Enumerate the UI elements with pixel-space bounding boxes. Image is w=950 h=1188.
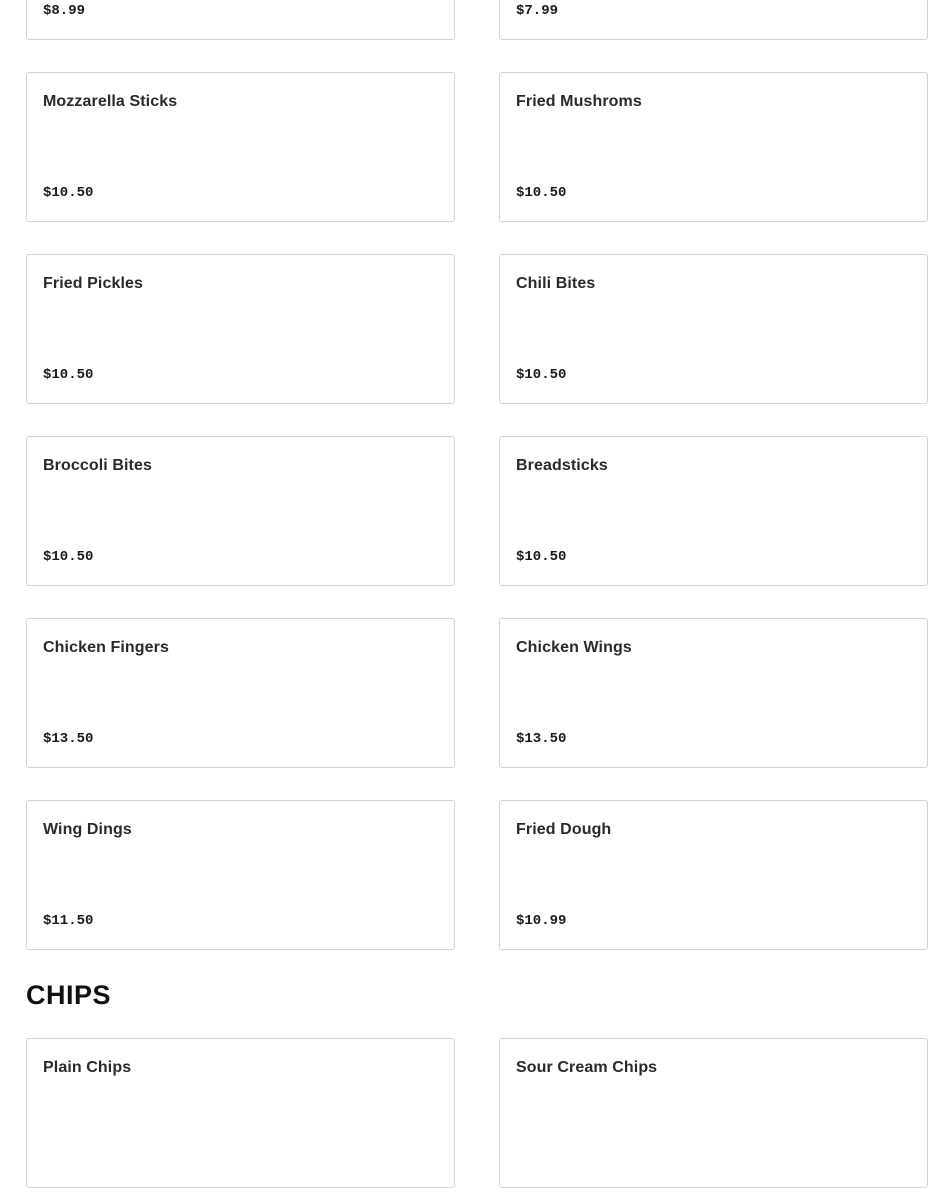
menu-item-price: $8.99 — [43, 3, 86, 19]
menu-item-card[interactable] — [26, 618, 455, 768]
menu-item-card[interactable] — [499, 0, 928, 40]
menu-item-card[interactable] — [26, 1038, 455, 1188]
menu-item-price: $10.99 — [516, 913, 567, 929]
menu-item-card[interactable] — [26, 436, 455, 586]
menu-item-name: Fried Pickles — [43, 275, 144, 292]
menu-item-card[interactable] — [499, 1038, 928, 1188]
menu-item-name: Mozzarella Sticks — [43, 93, 178, 110]
section-title-chips: CHIPS — [26, 980, 112, 1010]
menu-item-name: Wing Dings — [43, 821, 132, 838]
menu-item-card[interactable] — [499, 254, 928, 404]
menu-item-price: $7.99 — [516, 3, 559, 19]
menu-item-price: $10.50 — [43, 185, 94, 201]
menu-item-card[interactable] — [26, 0, 455, 40]
menu-item-card[interactable] — [499, 800, 928, 950]
menu-item-name: Fried Dough — [516, 821, 612, 838]
menu-item-name: Plain Chips — [43, 1059, 132, 1076]
menu-item-name: Sour Cream Chips — [516, 1059, 658, 1076]
menu-item-name: Chili Bites — [516, 275, 596, 292]
menu-item-price: $11.50 — [43, 913, 94, 929]
menu-item-price: $13.50 — [516, 731, 567, 747]
menu-item-price: $10.50 — [516, 367, 567, 383]
menu-item-price: $10.50 — [516, 185, 567, 201]
menu-item-card[interactable] — [26, 800, 455, 950]
menu-item-name: Chicken Fingers — [43, 639, 169, 656]
menu-item-card[interactable] — [499, 436, 928, 586]
menu-item-price: $10.50 — [43, 549, 94, 565]
menu-item-name: Fried Mushroms — [516, 93, 642, 110]
menu-item-price: $13.50 — [43, 731, 94, 747]
menu-item-name: Chicken Wings — [516, 639, 632, 656]
menu-item-card[interactable] — [26, 254, 455, 404]
menu-item-card[interactable] — [26, 72, 455, 222]
menu-item-price: $10.50 — [516, 549, 567, 565]
menu-item-card[interactable] — [499, 72, 928, 222]
menu-item-price: $10.50 — [43, 367, 94, 383]
menu-item-name: Breadsticks — [516, 457, 608, 474]
menu-item-name: Broccoli Bites — [43, 457, 152, 474]
menu-item-card[interactable] — [499, 618, 928, 768]
